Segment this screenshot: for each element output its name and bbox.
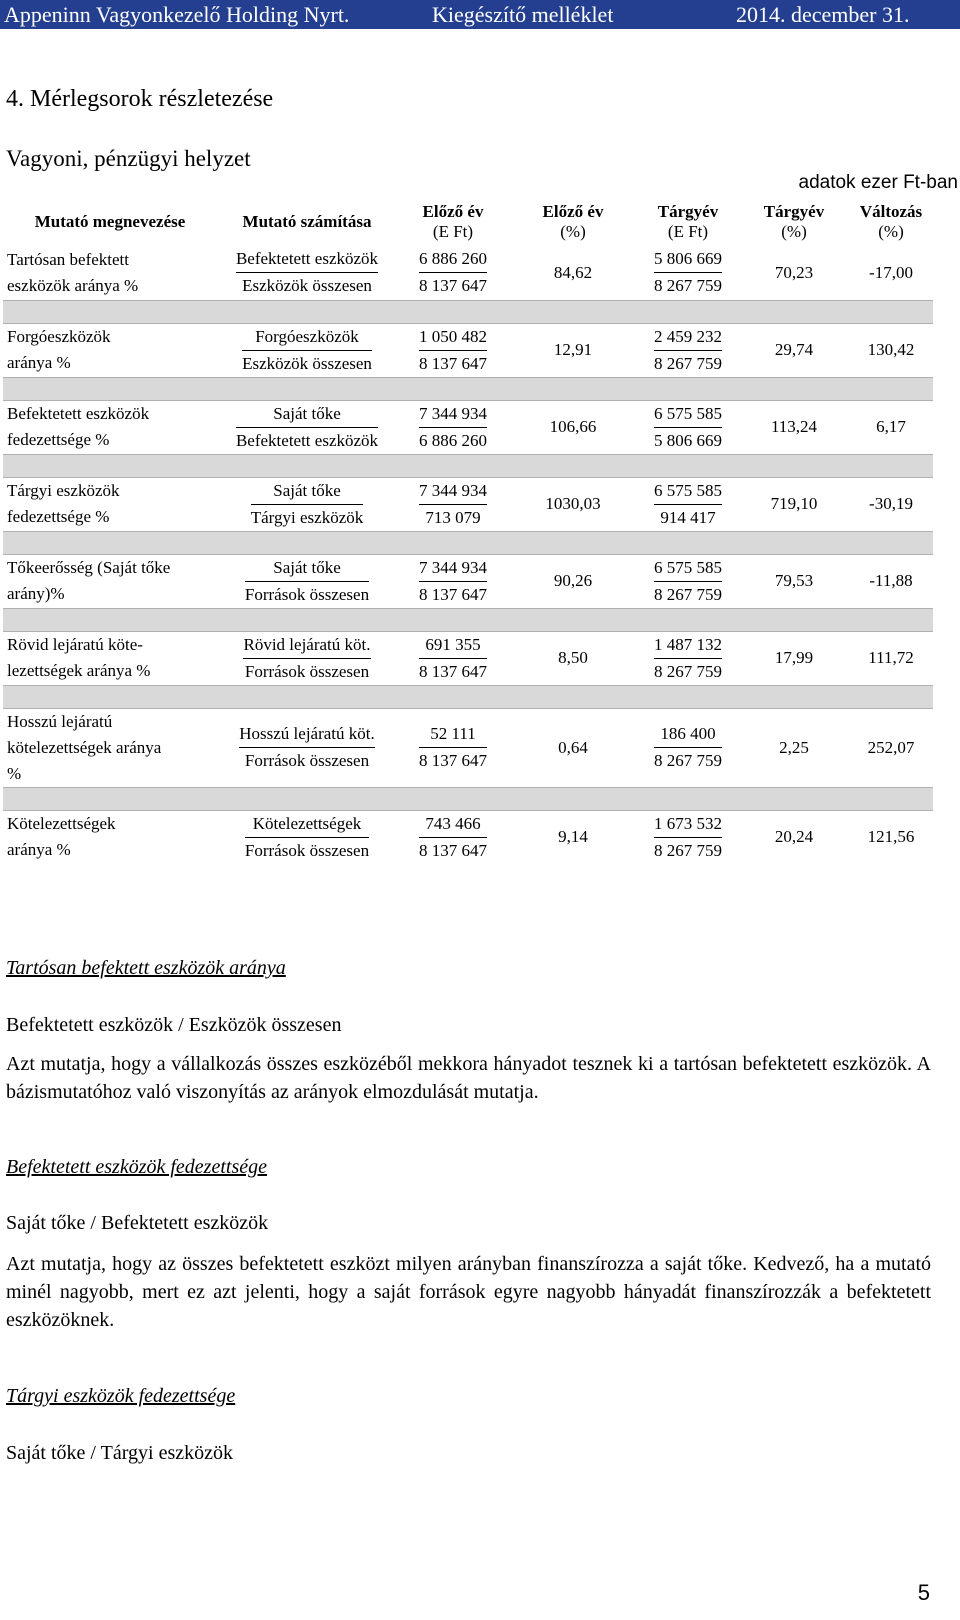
prev-denominator: 8 137 647 xyxy=(419,353,487,373)
cur-numerator: 6 575 585 xyxy=(654,401,722,428)
cur-denominator: 8 267 759 xyxy=(654,276,722,296)
prev-year-pct: 106,66 xyxy=(549,417,597,436)
cur-year-values xyxy=(637,477,739,531)
header-company: Appeninn Vagyonkezelő Holding Nyrt. xyxy=(4,2,350,27)
indicator-formula xyxy=(217,400,397,454)
indicator-name-line: Tárgyi eszközök xyxy=(7,481,120,500)
indicator-formula xyxy=(217,246,397,300)
formula-denominator: Források összesen xyxy=(244,751,370,770)
prev-denominator: 8 137 647 xyxy=(419,276,487,296)
cur-year-values xyxy=(637,400,739,454)
change-pct: -11,88 xyxy=(869,571,913,590)
page-header xyxy=(0,0,960,29)
cur-year-pct: 29,74 xyxy=(774,340,814,359)
table-row xyxy=(3,554,933,608)
cur-numerator: 6 575 585 xyxy=(654,555,722,582)
cur-year-pct: 79,53 xyxy=(774,571,814,590)
cur-denominator: 914 417 xyxy=(660,507,716,527)
cur-year-values xyxy=(637,708,739,787)
formula-numerator: Kötelezettségek xyxy=(245,811,369,838)
cur-year-values xyxy=(637,323,739,377)
ratio-table xyxy=(3,198,933,864)
formula-denominator: Tárgyi eszközök xyxy=(250,507,364,527)
change-pct: 252,07 xyxy=(867,737,915,757)
formula-numerator: Saját tőke xyxy=(251,478,364,505)
prev-numerator: 7 344 934 xyxy=(419,555,487,582)
cur-year-pct: 113,24 xyxy=(770,417,818,436)
cur-numerator: 6 575 585 xyxy=(654,478,722,505)
indicator-formula xyxy=(217,477,397,531)
prev-numerator: 52 111 xyxy=(419,721,487,748)
formula-denominator: Eszközök összesen xyxy=(242,276,372,296)
subsection-title: Vagyoni, pénzügyi helyzet xyxy=(6,146,251,171)
prev-year-values xyxy=(397,400,509,454)
prev-year-pct: 9,14 xyxy=(558,827,588,847)
table-row xyxy=(3,323,933,377)
formula-numerator: Forgóeszközök xyxy=(242,324,372,351)
change-pct: 130,42 xyxy=(867,340,915,359)
indicator-formula xyxy=(217,323,397,377)
cur-year-pct: 17,99 xyxy=(774,648,814,667)
prev-year-values xyxy=(397,554,509,608)
prev-year-values xyxy=(397,631,509,685)
cur-numerator: 5 806 669 xyxy=(654,246,722,273)
formula-denominator: Források összesen xyxy=(244,840,370,860)
indicator-formula xyxy=(217,631,397,685)
table-row xyxy=(3,631,933,685)
prev-year-pct: 84,62 xyxy=(553,262,593,282)
indicator-name-line: Hosszú lejáratú xyxy=(7,711,113,731)
table-row xyxy=(3,708,933,787)
explanation-title-2: Befektetett eszközök fedezettsége xyxy=(6,1156,267,1178)
unit-note: adatok ezer Ft-ban xyxy=(798,172,958,193)
prev-numerator: 1 050 482 xyxy=(419,324,487,351)
cur-year-values xyxy=(637,246,739,300)
indicator-name-line: Rövid lejáratú köte- xyxy=(7,635,143,654)
header-change: Változás (%) xyxy=(859,202,923,241)
prev-year-pct: 12,91 xyxy=(553,340,593,359)
prev-year-values xyxy=(397,810,509,864)
explanation-text-2: Azt mutatja, hogy az összes befektetett eszközt milyen arányban finanszírozza a saját tőke. Kedvező, ha a mutató minél nagyobb, mert ez azt jelenti, hogy a saját források egyre nagyobb hányadát finanszírozzák a befektetett eszközöknek. xyxy=(6,1253,931,1331)
header-cur-ft: Tárgyév (E Ft) xyxy=(657,202,719,241)
cur-denominator: 8 267 759 xyxy=(654,353,722,373)
prev-denominator: 713 079 xyxy=(425,507,481,527)
prev-numerator: 7 344 934 xyxy=(419,401,487,428)
header-cur-pct: Tárgyév (%) xyxy=(763,202,825,241)
change-pct: 111,72 xyxy=(868,648,914,667)
row-separator xyxy=(3,685,933,708)
explanation-text-1: Azt mutatja, hogy a vállalkozás összes eszközéből mekkora hányadot tesznek ki a tartósan befektetett eszközök. A bázismutatóhoz való viszonyítás az arányok elmozdulását mutatja. xyxy=(6,1053,931,1103)
prev-year-values xyxy=(397,323,509,377)
indicator-name-line: fedezettsége % xyxy=(7,507,110,526)
indicator-name-line: % xyxy=(7,763,22,783)
indicator-name-line: Befektetett eszközök xyxy=(7,404,150,423)
prev-denominator: 8 137 647 xyxy=(419,661,487,681)
prev-denominator: 6 886 260 xyxy=(419,430,487,450)
cur-year-values xyxy=(637,554,739,608)
cur-denominator: 8 267 759 xyxy=(654,751,722,770)
cur-denominator: 8 267 759 xyxy=(654,661,722,681)
formula-numerator: Saját tőke xyxy=(245,555,369,582)
prev-denominator: 8 137 647 xyxy=(419,751,487,770)
formula-denominator: Befektetett eszközök xyxy=(235,430,379,450)
indicator-name-line: Tőkeerősség (Saját tőke xyxy=(7,558,171,577)
cur-year-pct: 719,10 xyxy=(770,494,818,513)
header-name: Mutató megnevezése xyxy=(34,212,186,231)
page-number: 5 xyxy=(917,1580,930,1605)
prev-denominator: 8 137 647 xyxy=(419,840,487,860)
cur-denominator: 5 806 669 xyxy=(654,430,722,450)
indicator-name xyxy=(3,631,217,685)
table-row xyxy=(3,477,933,531)
explanation-formula-3: Saját tőke / Tárgyi eszközök xyxy=(6,1442,233,1464)
header-document: Kiegészítő melléklet xyxy=(432,2,614,27)
header-prev-pct: Előző év (%) xyxy=(542,202,604,241)
change-pct: 6,17 xyxy=(876,417,906,436)
cur-year-pct: 2,25 xyxy=(779,737,809,757)
formula-denominator: Eszközök összesen xyxy=(242,353,372,373)
indicator-name-line: Forgóeszközök xyxy=(7,327,111,346)
explanation-formula-1: Befektetett eszközök / Eszközök összesen xyxy=(6,1014,342,1036)
prev-numerator: 743 466 xyxy=(419,811,487,838)
prev-year-values xyxy=(397,477,509,531)
table-row xyxy=(3,400,933,454)
cur-numerator: 1 673 532 xyxy=(654,811,722,838)
indicator-name xyxy=(3,708,217,787)
explanation-title-1: Tartósan befektett eszközök aránya xyxy=(6,957,286,979)
prev-year-values xyxy=(397,246,509,300)
cur-year-values xyxy=(637,810,739,864)
indicator-name-line: Kötelezettségek xyxy=(7,814,116,834)
prev-numerator: 6 886 260 xyxy=(419,246,487,273)
indicator-name xyxy=(3,400,217,454)
table-row xyxy=(3,810,933,864)
prev-year-pct: 90,26 xyxy=(553,571,593,590)
cur-numerator: 2 459 232 xyxy=(654,324,722,351)
formula-numerator: Befektetett eszközök xyxy=(236,246,378,273)
section-title: 4. Mérlegsorok részletezése xyxy=(6,86,274,112)
indicator-name xyxy=(3,323,217,377)
indicator-name-line: lezettségek aránya % xyxy=(7,661,151,680)
indicator-name-line: fedezettsége % xyxy=(7,430,110,449)
row-separator xyxy=(3,377,933,400)
formula-numerator: Hosszú lejáratú köt. xyxy=(239,721,375,748)
indicator-name xyxy=(3,810,217,864)
cur-year-pct: 20,24 xyxy=(774,827,814,847)
cur-numerator: 1 487 132 xyxy=(654,632,722,659)
indicator-formula xyxy=(217,554,397,608)
indicator-name-line: kötelezettségek aránya xyxy=(7,737,162,757)
header-calc: Mutató számítása xyxy=(242,212,372,231)
prev-year-pct: 1030,03 xyxy=(545,494,601,513)
indicator-name-line: eszközök aránya % xyxy=(7,275,139,295)
explanation-title-3: Tárgyi eszközök fedezettsége xyxy=(6,1385,236,1407)
prev-numerator: 691 355 xyxy=(419,632,487,659)
row-separator xyxy=(3,787,933,810)
indicator-name-line: aránya % xyxy=(7,353,71,372)
indicator-name-line: aránya % xyxy=(7,840,71,860)
cur-numerator: 186 400 xyxy=(654,721,722,748)
cur-year-pct: 70,23 xyxy=(774,262,814,282)
indicator-name xyxy=(3,477,217,531)
indicator-name-line: Tartósan befektett xyxy=(7,249,130,269)
table-header-row xyxy=(3,198,933,246)
row-separator xyxy=(3,531,933,554)
table-row xyxy=(3,246,933,300)
prev-denominator: 8 137 647 xyxy=(419,584,487,604)
change-pct: -17,00 xyxy=(869,262,913,282)
change-pct: -30,19 xyxy=(869,494,913,513)
prev-year-values xyxy=(397,708,509,787)
formula-denominator: Források összesen xyxy=(244,661,370,681)
prev-year-pct: 0,64 xyxy=(558,737,588,757)
prev-numerator: 7 344 934 xyxy=(419,478,487,505)
indicator-name xyxy=(3,246,217,300)
indicator-name-line: arány)% xyxy=(7,584,65,603)
prev-year-pct: 8,50 xyxy=(558,648,588,667)
cur-denominator: 8 267 759 xyxy=(654,584,722,604)
row-separator xyxy=(3,608,933,631)
row-separator xyxy=(3,454,933,477)
cur-denominator: 8 267 759 xyxy=(654,840,722,860)
explanation-formula-2: Saját tőke / Befektetett eszközök xyxy=(6,1212,269,1234)
formula-numerator: Rövid lejáratú köt. xyxy=(243,632,370,659)
formula-numerator: Saját tőke xyxy=(236,401,378,428)
indicator-formula xyxy=(217,708,397,787)
row-separator xyxy=(3,300,933,323)
header-prev-ft: Előző év (E Ft) xyxy=(422,202,484,241)
change-pct: 121,56 xyxy=(867,827,915,847)
cur-year-values xyxy=(637,631,739,685)
header-date: 2014. december 31. xyxy=(736,2,910,27)
indicator-name xyxy=(3,554,217,608)
indicator-formula xyxy=(217,810,397,864)
formula-denominator: Források összesen xyxy=(244,584,370,604)
